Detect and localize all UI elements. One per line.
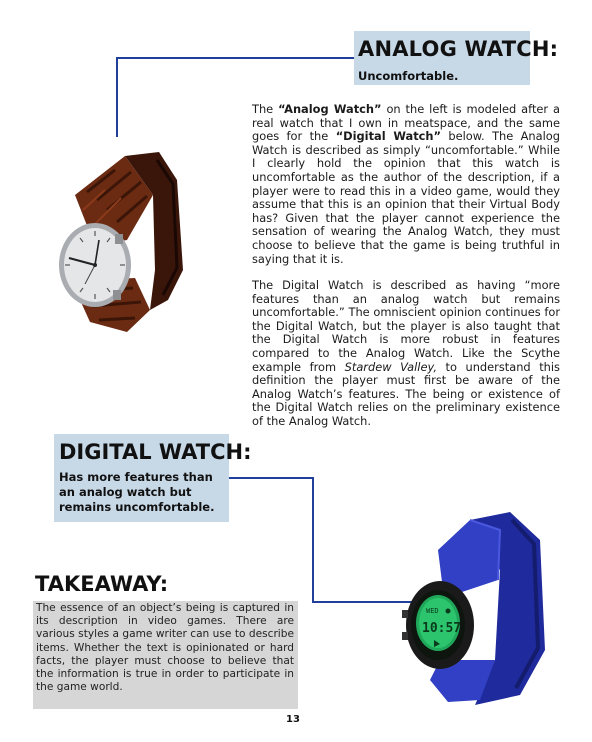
- analog-connector-vertical: [116, 57, 118, 137]
- para1-bold-digital: “Digital Watch”: [335, 129, 442, 144]
- analog-watch-subheading: Uncomfortable.: [358, 69, 459, 83]
- takeaway-box: [33, 601, 298, 709]
- analog-paragraph: [252, 103, 560, 266]
- takeaway-body: The essence of an object’s being is captured in its description in video games. There are various styles a game writer can use to describe items. Whether the text is opinionated or hard facts, the player must choose to believe that the information is true in order to participate in the game world.: [36, 602, 294, 694]
- analog-connector-horizontal: [116, 57, 354, 59]
- para2-text-2: to understand this definition the player must first be aware of the Analog Watch’s features. The being or existence of the Digital Watch relies on the preliminary existence of the Analog Watch.: [252, 359, 560, 428]
- para1-text-3: below. The Analog Watch is described as simply “uncomfortable.” While I clearly hold the opinion that this watch is uncomfortable as the author of the description, if a player were to read this in a video game, would they assume that this is an opinion that their Virtual Body has? Given that the player cannot experience the sensation of wearing the Analog Watch, they must choose to believe that the game is being truthful in saying that it is.: [252, 129, 560, 266]
- digital-connector-horizontal-top: [229, 477, 313, 479]
- page-number: 13: [286, 714, 300, 725]
- digital-screen-time: 10:57: [422, 621, 462, 636]
- para2-italic-game-title: Stardew Valley,: [344, 359, 437, 374]
- digital-watch-subheading: Has more features than an analog watch but remains uncomfortable.: [59, 470, 215, 514]
- digital-connector-vertical: [312, 477, 314, 603]
- para1-text-1: The: [252, 102, 279, 116]
- analog-watch-image: [55, 150, 190, 335]
- digital-watch-heading: DIGITAL WATCH:: [59, 440, 252, 464]
- analog-watch-heading: ANALOG WATCH:: [358, 37, 559, 61]
- para1-bold-analog: “Analog Watch”: [278, 102, 382, 116]
- digital-paragraph: [252, 279, 560, 429]
- analog-watch-heading-box: [354, 31, 559, 85]
- para1-text-2: on the left is modeled after a real watch that I own in meatspace, and the same goes for the: [252, 102, 560, 144]
- para2-text-1: The Digital Watch is described as having “more features than an analog watch but remains uncomfortable.” The omniscient opinion continues for the Digital Watch, but the player is also taught that the Digital Watch is more robust in features compared to the Analog Watch. Like the Scythe example from: [252, 278, 560, 374]
- digital-watch-heading-box: [54, 434, 252, 522]
- digital-watch-image: [400, 510, 550, 708]
- digital-screen-day: WED: [426, 607, 439, 615]
- takeaway-heading: TAKEAWAY:: [35, 572, 169, 596]
